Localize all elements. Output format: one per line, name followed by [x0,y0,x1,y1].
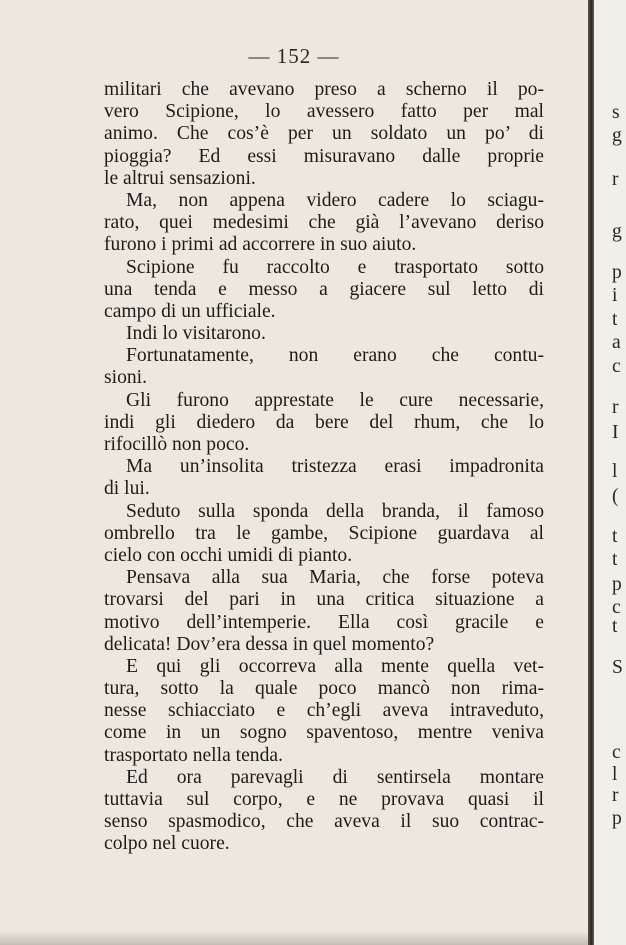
text-line: Pensava alla sua Maria, che forse poteva [126,567,544,589]
text-line: furono i primi ad accorrere in suo aiuto. [104,234,417,256]
text-line: trovarsi del pari in una critica situazione a [104,589,544,611]
facing-page-glyph: p [612,262,622,283]
body-text [104,79,544,856]
text-line: rifocillò non poco. [104,434,250,455]
facing-page-glyph: i [612,285,618,306]
facing-page-edge [594,0,626,945]
facing-page-glyph: c [612,597,621,618]
page-edge-shadow [0,931,588,945]
facing-page-glyph: c [612,356,621,377]
text-line: cielo con occhi umidi di pianto. [104,544,353,566]
text-line: rato, quei medesimi che già l’avevano deriso [104,212,544,234]
text-line: di lui. [104,478,150,500]
facing-page-glyph: t [612,616,618,637]
text-line: campo di un ufficiale. [104,300,276,322]
text-line: tura, sotto la quale poco mancò non rima- [104,678,544,700]
text-line: come in un sogno spaventoso, mentre veniva [104,722,544,744]
facing-page-glyph: g [612,221,622,242]
facing-page-glyph: r [612,397,619,418]
text-line: sioni. [104,367,148,389]
text-line: le altrui sensazioni. [104,167,256,189]
text-line: militari che avevano preso a scherno il po- [104,79,544,100]
text-line: vero Scipione, lo avessero fatto per mal [104,101,544,123]
facing-page-glyph: t [612,526,618,547]
text-line: Ma un’insolita tristezza erasi impadronita [126,456,544,478]
text-line: Gli furono apprestate le cure necessarie, [126,389,544,411]
facing-page-glyph: ( [612,486,619,507]
facing-page-glyph: s [612,102,620,123]
facing-page-glyph: l [612,764,618,785]
text-line: ombrello tra le gambe, Scipione guardava al [104,522,544,544]
text-line: pioggia? Ed essi misuravano dalle proprie [104,145,544,167]
text-line: indi gli diedero da bere del rhum, che lo [104,411,544,433]
text-line: Scipione fu raccolto e trasportato sotto [126,256,544,278]
facing-page-glyph: t [612,549,618,570]
text-line: E qui gli occorreva alla mente quella vet- [126,655,544,677]
facing-page-glyph: a [612,332,621,353]
text-line: trasportato nella tenda. [104,744,283,766]
text-line: una tenda e messo a giacere sul letto di [104,278,544,300]
facing-page-glyph: I [612,422,619,443]
text-line: motivo dell’intemperie. Ella così gracile e [104,611,544,633]
text-line: delicata! Dov’era dessa in quel momento? [104,633,435,655]
text-line: tuttavia sul corpo, e ne provava quasi il [104,789,544,810]
text-line: nesse schiacciato e ch’egli aveva intraveduto, [104,700,544,722]
facing-page-glyph: S [612,657,623,678]
facing-page-glyph: p [612,808,622,829]
page-number: — 152 — [248,44,340,68]
facing-page-glyph: g [612,125,622,146]
text-line: colpo nel cuore. [104,833,230,855]
facing-page-glyph: l [612,461,618,482]
facing-page-glyph: r [612,169,619,190]
text-line: animo. Che cos’è per un soldato un po’ di [104,123,544,145]
text-line: Seduto sulla sponda della branda, il famoso [126,500,544,522]
facing-page-glyph: p [612,574,622,595]
facing-page-glyph: r [612,785,619,806]
facing-page-glyph: t [612,309,618,330]
text-line: senso spasmodico, che aveva il suo contrac- [104,811,544,833]
text-line: Indi lo visitarono. [126,323,266,345]
text-line: Ed ora parevagli di sentirsela montare [126,766,544,788]
facing-page-glyph: c [612,742,621,763]
text-line: Ma, non appena videro cadere lo sciagu- [126,189,544,211]
text-line: Fortunatamente, non erano che contu- [126,345,544,367]
